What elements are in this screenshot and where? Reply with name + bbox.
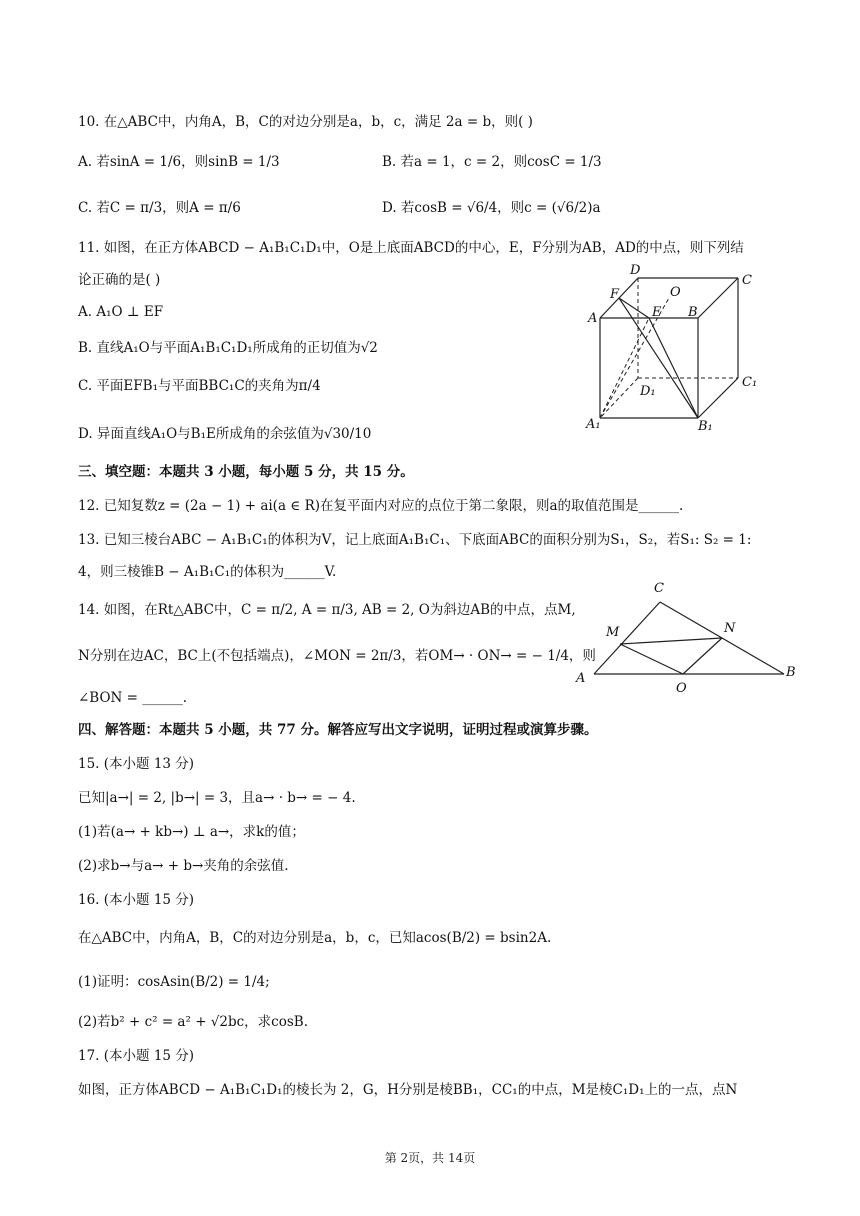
q16-given: 在△ABC中，内角A，B，C的对边分别是a，b，c，已知acos(B/2) = bsin2A. bbox=[78, 930, 552, 946]
q11-option-c: C. 平面EFB₁与平面BBC₁C的夹角为π/4 bbox=[78, 378, 321, 394]
cube-label-f: F bbox=[610, 287, 620, 302]
section-4-heading: 四、解答题：本题共 5 小题，共 77 分。解答应写出文字说明，证明过程或演算步骤。 bbox=[78, 722, 598, 738]
q15-heading: 15. (本小题 13 分) bbox=[78, 756, 195, 772]
cube-label-c1: C₁ bbox=[742, 375, 758, 390]
q10-option-b: B. 若a = 1，c = 2，则cosC = 1/3 bbox=[382, 154, 602, 170]
cube-figure bbox=[580, 262, 770, 442]
cube-label-d: D bbox=[630, 263, 641, 278]
q13-line2: 4，则三棱锥B − A₁B₁C₁的体积为______V. bbox=[78, 564, 337, 580]
cube-label-d1: D₁ bbox=[640, 384, 656, 399]
q10-option-a: A. 若sinA = 1/6，则sinB = 1/3 bbox=[78, 154, 280, 170]
q17-given: 如图，正方体ABCD − A₁B₁C₁D₁的棱长为 2，G，H分别是棱BB₁，CC₁的中点，M是棱C₁D₁上的一点，点N bbox=[78, 1082, 738, 1098]
tri-label-o: O bbox=[676, 681, 687, 692]
q15-part1: (1)若(a→ + kb→) ⊥ a→，求k的值； bbox=[78, 824, 305, 840]
tri-label-c: C bbox=[654, 581, 664, 596]
tri-label-n: N bbox=[724, 621, 736, 636]
q11-option-b: B. 直线A₁O与平面A₁B₁C₁D₁所成角的正切值为√2 bbox=[78, 340, 378, 356]
q10-option-c: C. 若C = π/3，则A = π/6 bbox=[78, 200, 241, 216]
q16-part1: (1)证明：cosAsin(B/2) = 1/4; bbox=[78, 974, 270, 990]
page-footer: 第 2页，共 14页 bbox=[384, 1151, 476, 1165]
q11-stem-line2: 论正确的是( ) bbox=[78, 272, 161, 288]
cube-label-b: B bbox=[688, 305, 698, 320]
q11-option-a: A. A₁O ⊥ EF bbox=[78, 304, 164, 320]
section-3-heading: 三、填空题：本题共 3 小题，每小题 5 分，共 15 分。 bbox=[78, 464, 414, 480]
tri-label-m: M bbox=[606, 625, 620, 640]
q14-line2: N分别在边AC，BC上(不包括端点)，∠MON = 2π/3，若OM→ · ON→ = − 1/4，则 bbox=[78, 648, 596, 664]
cube-label-a1: A₁ bbox=[586, 417, 601, 432]
q17-heading: 17. (本小题 15 分) bbox=[78, 1048, 195, 1064]
cube-label-c: C bbox=[742, 273, 752, 288]
q12: 12. 已知复数z = (2a − 1) + ai(a ∈ R)在复平面内对应的点位于第二象限，则a的取值范围是______. bbox=[78, 498, 684, 514]
q14-line3: ∠BON = ______. bbox=[78, 690, 188, 706]
tri-label-a: A bbox=[576, 671, 586, 686]
triangle-figure bbox=[568, 572, 808, 692]
q11-stem-line1: 11. 如图，在正方体ABCD − A₁B₁C₁D₁中，O是上底面ABCD的中心，E，F分别为AB，AD的中点，则下列结 bbox=[78, 240, 744, 256]
q14-line1: 14. 如图，在Rt△ABC中，C = π/2, A = π/3, AB = 2, O为斜边AB的中点，点M, bbox=[78, 602, 576, 618]
cube-label-b1: B₁ bbox=[698, 419, 713, 434]
q10-stem: 10. 在△ABC中，内角A，B，C的对边分别是a，b，c，满足 2a = b，则( ) bbox=[78, 114, 533, 130]
q11-option-d: D. 异面直线A₁O与B₁E所成角的余弦值为√30/10 bbox=[78, 426, 372, 442]
q13-line1: 13. 已知三棱台ABC − A₁B₁C₁的体积为V，记上底面A₁B₁C₁、下底面ABC的面积分别为S₁，S₂，若S₁: S₂ = 1: bbox=[78, 532, 752, 548]
cube-label-a: A bbox=[588, 311, 598, 326]
q15-given: 已知|a→| = 2, |b→| = 3，且a→ · b→ = − 4. bbox=[78, 790, 356, 806]
q10-option-d: D. 若cosB = √6/4，则c = (√6/2)a bbox=[382, 200, 601, 216]
q16-part2: (2)若b² + c² = a² + √2bc，求cosB. bbox=[78, 1014, 309, 1030]
q15-part2: (2)求b→与a→ + b→夹角的余弦值. bbox=[78, 858, 289, 874]
tri-label-b: B bbox=[786, 665, 796, 680]
cube-label-o: O bbox=[670, 285, 681, 300]
cube-label-e: E bbox=[652, 305, 662, 320]
q16-heading: 16. (本小题 15 分) bbox=[78, 892, 195, 908]
